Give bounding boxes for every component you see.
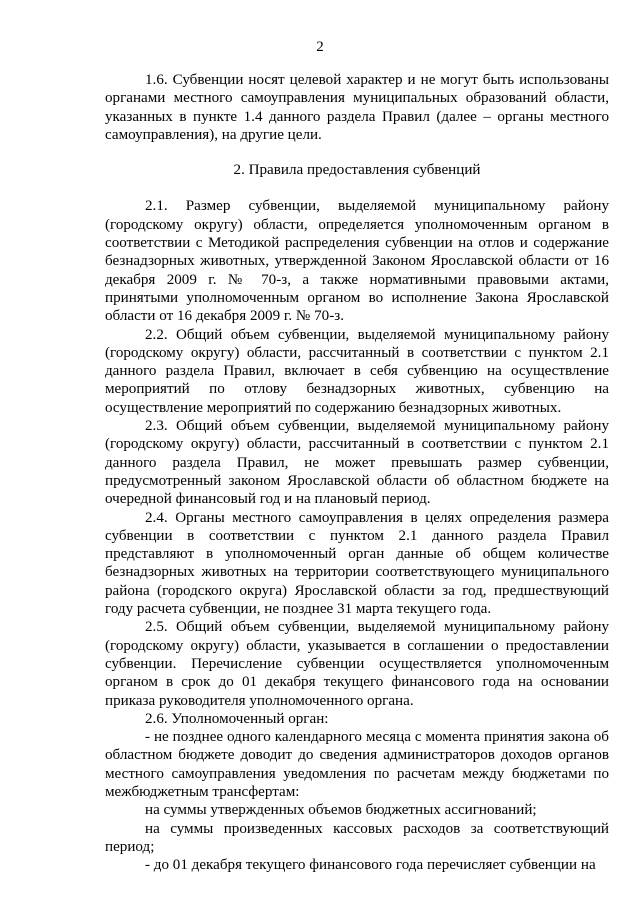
section-2-title: 2. Правила предоставления субвенций [233, 162, 481, 179]
item-2-6-b: - до 01 декабря текущего финансового года перечисляет субвенции на [145, 857, 596, 874]
paragraph-2-6: 2.6. Уполномоченный орган: [145, 710, 329, 727]
spacer [105, 144, 609, 161]
spacer [105, 179, 609, 197]
paragraph-2-4: 2.4. Органы местного самоуправления в целях определения размера субвенции в соответствии с пунктом 2.1 данного раздела Правил представляют в уполномоченный орган данные об общем количестве безнадзорных животных на территории соответствующего муниципального района (городского округа) Ярославской области за год, предшествующий году расчета субвенции, не позднее 31 марта текущего года. [105, 509, 609, 618]
page-number: 2 [316, 39, 324, 55]
paragraph-2-1: 2.1. Размер субвенции, выделяемой муниципальному району (городскому округу) области, определяется уполномоченным органом в соответствии с Методикой распределения субвенции на отлов и содержание безнадзорных животных, утвержденной Законом Ярославской области от 16 декабря 2009 г. № 70-з, а также нормативными правовыми актами, принятыми уполномоченным органом во исполнение Закона Ярославской области от 16 декабря 2009 г. № 70-з. [105, 198, 609, 325]
item-2-6-a-1: на суммы утвержденных объемов бюджетных ассигнований; [145, 802, 537, 819]
paragraph-2-5: 2.5. Общий объем субвенции, выделяемой муниципальному району (городскому округу) области, указывается в соглашении о предоставлении субвенции. Перечисление субвенции осуществляется уполномоченным органом в срок до 01 декабря текущего финансового года на основании приказа руководителя уполномоченного органа. [105, 619, 609, 709]
paragraph-2-3: 2.3. Общий объем субвенции, выделяемой муниципальному району (городскому округу) области, рассчитанный в соответствии с пунктом 2.1 данного раздела Правил, не может превышать размер субвенции, предусмотренный законом Ярославской области об областном бюджете на очередной финансовый год и на плановый период. [105, 418, 609, 508]
paragraph-1-6: 1.6. Субвенции носят целевой характер и не могут быть использованы органами местного самоуправления муниципальных образований области, указанных в пункте 1.4 данного раздела Правил (далее – органы местного самоуправления), на другие цели. [105, 72, 609, 143]
document-body [105, 71, 609, 874]
item-2-6-a-2: на суммы произведенных кассовых расходов за соответствующий период; [105, 820, 609, 855]
paragraph-2-2: 2.2. Общий объем субвенции, выделяемой муниципальному району (городскому округу) области, рассчитанный в соответствии с пунктом 2.1 данного раздела Правил, включает в себя субвенцию на осуществление мероприятий по отлову безнадзорных животных, субвенцию на осуществление мероприятий по содержанию безнадзорных животных. [105, 326, 609, 416]
item-2-6-a: - не позднее одного календарного месяца с момента принятия закона об областном бюджете доводит до сведения администраторов доходов органов местного самоуправления уведомления по расчетам между бюджетами по межбюджетным трансфертам: [105, 729, 609, 800]
